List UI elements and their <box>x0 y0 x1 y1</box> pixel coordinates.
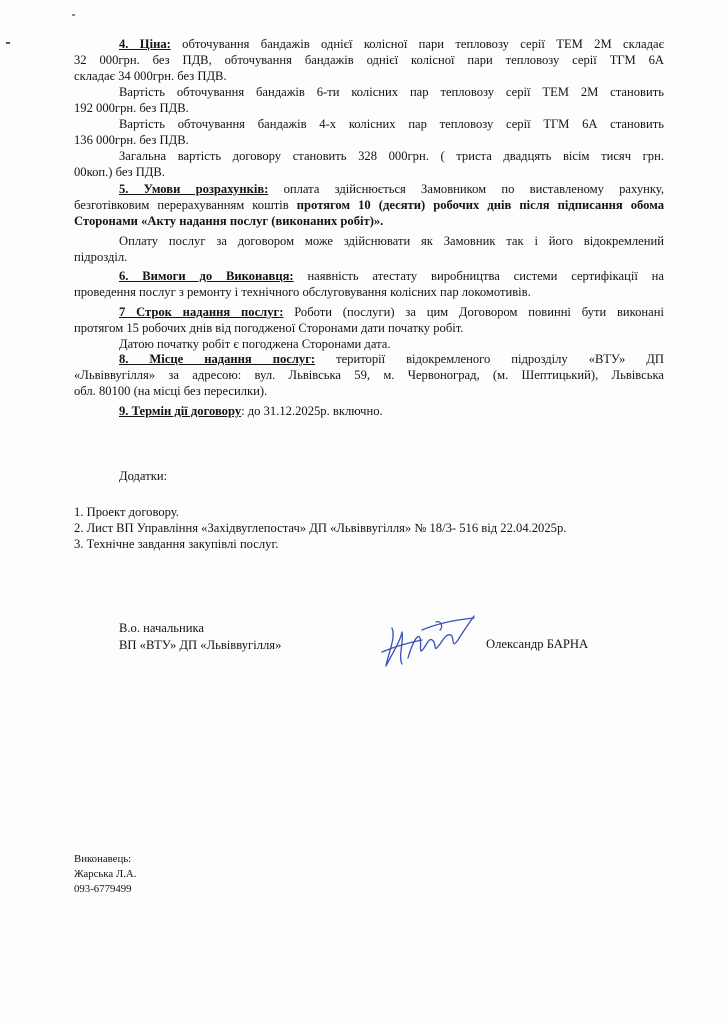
handwritten-signature <box>378 608 478 674</box>
term-line-2: протягом 15 робочих днів від погодженої Сторонами дати початку робіт. <box>74 321 464 335</box>
section-place <box>74 351 664 399</box>
appendix-item-3: 3. Технічне завдання закупівлі послуг. <box>74 537 279 551</box>
executor-name: Жарська Л.А. <box>74 868 137 880</box>
signatory-org: ВП «ВТУ» ДП «Львіввугілля» <box>119 638 282 652</box>
price-line-1: 4. Ціна: обточування бандажів однієї колісної пари тепловозу серії ТЕМ 2М складає <box>119 37 664 51</box>
appendix-item-2: 2. Лист ВП Управління «Західвуглепостач» ДП «Львіввугілля» № 18/3- 516 від 22.04.2025р. <box>74 521 567 535</box>
executor-phone: 093-6779499 <box>74 883 132 895</box>
payment-line-2: безготівковим перерахуванням коштів протягом 10 (десяти) робочих днів після підписання обома <box>74 198 664 212</box>
scan-mark <box>6 42 10 44</box>
signatory-block <box>119 620 281 654</box>
price-line-8: Загальна вартість договору становить 328 000грн. ( триста двадцять вісім тисяч грн. <box>119 149 664 163</box>
executor-block <box>74 852 136 897</box>
price-line-7: 136 000грн. без ПДВ. <box>74 133 189 147</box>
price-line-9: 00коп.) без ПДВ. <box>74 165 165 179</box>
executor-label: Виконавець: <box>74 853 132 865</box>
payment-line-5: підрозділ. <box>74 250 128 264</box>
section-term <box>74 304 664 352</box>
payment-line-1: 5. Умови розрахунків: оплата здійснюється Замовником по виставленому рахунку, <box>119 182 664 196</box>
price-line-3: складає 34 000грн. без ПДВ. <box>74 69 227 83</box>
section-requirements <box>74 268 664 300</box>
appendix-title: Додатки: <box>119 469 168 483</box>
requirements-line-2: проведення послуг з ремонту і технічного обслуговування колісних пар локомотивів. <box>74 285 531 299</box>
duration-heading: 9. Термін дії договору <box>119 404 242 418</box>
payment-line-4: Оплату послуг за договором може здійснювати як Замовник так і його відокремлений <box>119 234 664 248</box>
section-price <box>74 36 664 180</box>
requirements-line-1: 6. Вимоги до Виконавця: наявність атестату виробництва системи сертифікації на <box>119 269 664 283</box>
section-payment <box>74 181 664 265</box>
section-duration <box>74 403 664 419</box>
place-line-1: 8. Місце надання послуг: території відокремленого підрозділу «ВТУ» ДП <box>119 352 664 366</box>
requirements-heading: 6. Вимоги до Виконавця: <box>119 269 294 283</box>
price-line-4: Вартість обточування бандажів 6-ти колісних пар тепловозу серії ТЕМ 2М становить <box>119 85 664 99</box>
place-line-3: обл. 80100 (на місці без пересилки). <box>74 384 268 398</box>
signatory-position: В.о. начальника <box>119 621 205 635</box>
place-line-2: «Львіввугілля» за адресою: вул. Львівська 59, м. Червоноград, (м. Шептицький), Львівська <box>74 368 664 382</box>
term-heading: 7 Строк надання послуг: <box>119 305 284 319</box>
price-line-2: 32 000грн. без ПДВ, обточування бандажів однієї колісної пари тепловозу серії ТГМ 6А <box>74 53 664 67</box>
price-line-5: 192 000грн. без ПДВ. <box>74 101 189 115</box>
payment-line-3: Сторонами «Акту надання послуг (виконаних робіт)». <box>74 214 384 228</box>
term-line-3: Датою початку робіт є погоджена Сторонами дата. <box>119 337 391 351</box>
scan-mark <box>72 14 75 16</box>
duration-line: 9. Термін дії договору: до 31.12.2025р. включно. <box>119 404 383 418</box>
term-line-1: 7 Строк надання послуг: Роботи (послуги) за цим Договором повинні бути виконані <box>119 305 664 319</box>
payment-heading: 5. Умови розрахунків: <box>119 182 269 196</box>
appendix-item-1: 1. Проект договору. <box>74 505 179 519</box>
signatory-name: Олександр БАРНА <box>486 637 589 651</box>
price-line-6: Вартість обточування бандажів 4-х колісних пар тепловозу серії ТГМ 6А становить <box>119 117 664 131</box>
price-heading: 4. Ціна: <box>119 37 171 51</box>
place-heading: 8. Місце надання послуг: <box>119 352 316 366</box>
